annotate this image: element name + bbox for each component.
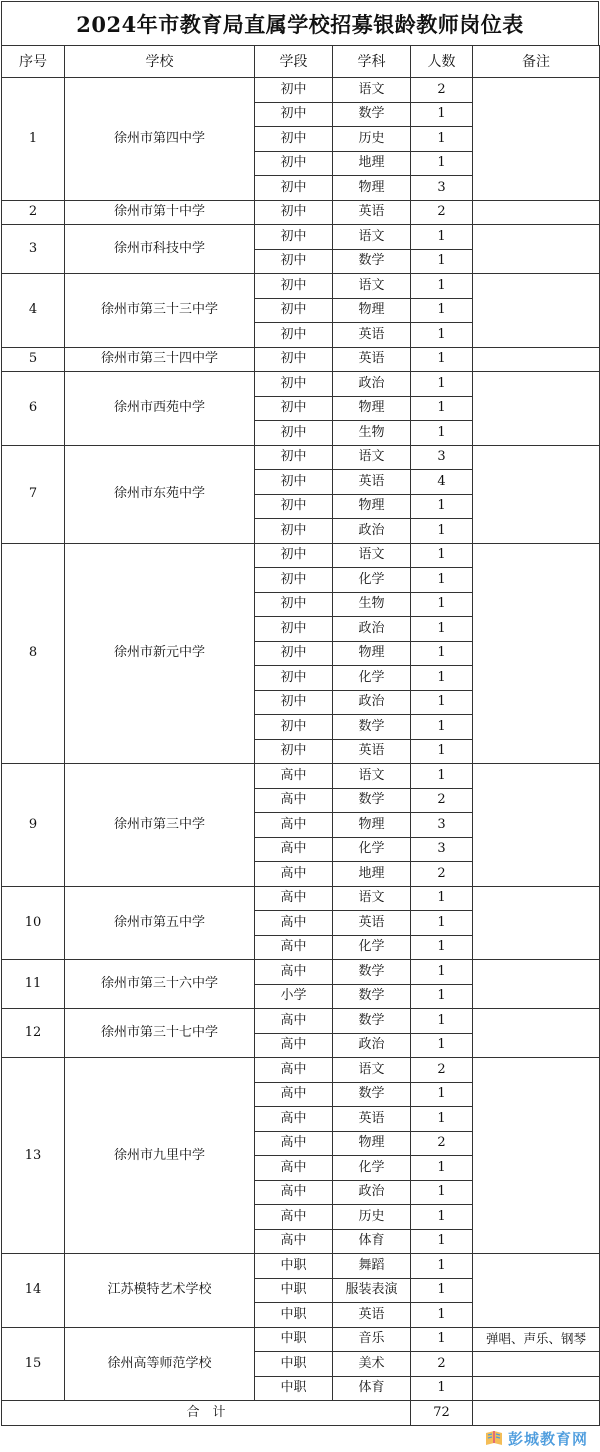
count-cell: 1 xyxy=(411,1107,473,1132)
count-cell: 1 xyxy=(411,102,473,127)
table-row xyxy=(2,960,600,985)
school-name: 徐州市东苑中学 xyxy=(65,445,255,543)
count-cell: 1 xyxy=(411,739,473,764)
count-cell: 1 xyxy=(411,225,473,250)
remark-cell xyxy=(473,347,600,372)
level-cell: 初中 xyxy=(255,470,333,495)
table-row xyxy=(2,1254,600,1279)
count-cell: 2 xyxy=(411,862,473,887)
subject-cell: 数学 xyxy=(333,715,411,740)
level-cell: 高中 xyxy=(255,1180,333,1205)
subject-cell: 语文 xyxy=(333,274,411,299)
level-cell: 高中 xyxy=(255,911,333,936)
subject-cell: 政治 xyxy=(333,372,411,397)
row-number: 1 xyxy=(2,78,65,201)
level-cell: 高中 xyxy=(255,813,333,838)
level-cell: 初中 xyxy=(255,739,333,764)
count-cell: 1 xyxy=(411,617,473,642)
table-header-row xyxy=(2,46,600,78)
remark-cell xyxy=(473,1254,600,1328)
header-count: 人数 xyxy=(411,46,473,78)
count-cell: 1 xyxy=(411,519,473,544)
level-cell: 高中 xyxy=(255,886,333,911)
count-cell: 1 xyxy=(411,1205,473,1230)
table-row xyxy=(2,1327,600,1352)
level-cell: 中职 xyxy=(255,1327,333,1352)
count-cell: 3 xyxy=(411,445,473,470)
row-number: 13 xyxy=(2,1058,65,1254)
level-cell: 高中 xyxy=(255,1229,333,1254)
remark-cell xyxy=(473,372,600,446)
level-cell: 高中 xyxy=(255,1058,333,1083)
school-name: 徐州市第十中学 xyxy=(65,200,255,225)
subject-cell: 政治 xyxy=(333,1180,411,1205)
school-name: 徐州市西苑中学 xyxy=(65,372,255,446)
level-cell: 初中 xyxy=(255,102,333,127)
total-remark xyxy=(473,1401,600,1426)
school-name: 徐州市第三十四中学 xyxy=(65,347,255,372)
count-cell: 1 xyxy=(411,1033,473,1058)
subject-cell: 化学 xyxy=(333,837,411,862)
level-cell: 中职 xyxy=(255,1352,333,1377)
subject-cell: 语文 xyxy=(333,1058,411,1083)
subject-cell: 语文 xyxy=(333,764,411,789)
total-row xyxy=(2,1401,600,1426)
count-cell: 1 xyxy=(411,298,473,323)
school-name: 徐州市新元中学 xyxy=(65,543,255,764)
subject-cell: 语文 xyxy=(333,886,411,911)
remark-cell xyxy=(473,78,600,201)
row-number: 3 xyxy=(2,225,65,274)
count-cell: 1 xyxy=(411,274,473,299)
subject-cell: 地理 xyxy=(333,151,411,176)
total-label: 合 计 xyxy=(2,1401,411,1426)
level-cell: 初中 xyxy=(255,592,333,617)
count-cell: 2 xyxy=(411,1131,473,1156)
level-cell: 小学 xyxy=(255,984,333,1009)
level-cell: 高中 xyxy=(255,1131,333,1156)
remark-cell xyxy=(473,543,600,764)
level-cell: 初中 xyxy=(255,543,333,568)
watermark xyxy=(484,1426,594,1450)
school-name: 徐州市第三中学 xyxy=(65,764,255,887)
level-cell: 高中 xyxy=(255,1033,333,1058)
level-cell: 初中 xyxy=(255,372,333,397)
subject-cell: 生物 xyxy=(333,592,411,617)
row-number: 15 xyxy=(2,1327,65,1401)
table-row xyxy=(2,372,600,397)
row-number: 14 xyxy=(2,1254,65,1328)
level-cell: 初中 xyxy=(255,641,333,666)
count-cell: 2 xyxy=(411,200,473,225)
table-row xyxy=(2,225,600,250)
level-cell: 初中 xyxy=(255,176,333,201)
subject-cell: 物理 xyxy=(333,813,411,838)
level-cell: 初中 xyxy=(255,445,333,470)
subject-cell: 英语 xyxy=(333,323,411,348)
subject-cell: 英语 xyxy=(333,1107,411,1132)
subject-cell: 政治 xyxy=(333,690,411,715)
subject-cell: 数学 xyxy=(333,1009,411,1034)
subject-cell: 美术 xyxy=(333,1352,411,1377)
school-name: 徐州市第五中学 xyxy=(65,886,255,960)
subject-cell: 英语 xyxy=(333,200,411,225)
subject-cell: 数学 xyxy=(333,1082,411,1107)
subject-cell: 语文 xyxy=(333,225,411,250)
subject-cell: 英语 xyxy=(333,347,411,372)
row-number: 4 xyxy=(2,274,65,348)
subject-cell: 历史 xyxy=(333,127,411,152)
row-number: 5 xyxy=(2,347,65,372)
level-cell: 初中 xyxy=(255,249,333,274)
subject-cell: 英语 xyxy=(333,470,411,495)
count-cell: 1 xyxy=(411,911,473,936)
subject-cell: 政治 xyxy=(333,1033,411,1058)
subject-cell: 化学 xyxy=(333,568,411,593)
subject-cell: 服装表演 xyxy=(333,1278,411,1303)
level-cell: 高中 xyxy=(255,1107,333,1132)
subject-cell: 英语 xyxy=(333,911,411,936)
level-cell: 高中 xyxy=(255,935,333,960)
table-row xyxy=(2,1009,600,1034)
subject-cell: 政治 xyxy=(333,617,411,642)
level-cell: 初中 xyxy=(255,274,333,299)
count-cell: 2 xyxy=(411,78,473,103)
count-cell: 2 xyxy=(411,1058,473,1083)
count-cell: 1 xyxy=(411,372,473,397)
remark-cell xyxy=(473,1376,600,1401)
remark-cell: 弹唱、声乐、钢琴 xyxy=(473,1327,600,1352)
level-cell: 初中 xyxy=(255,298,333,323)
count-cell: 4 xyxy=(411,470,473,495)
count-cell: 1 xyxy=(411,127,473,152)
subject-cell: 化学 xyxy=(333,935,411,960)
row-number: 11 xyxy=(2,960,65,1009)
remark-cell xyxy=(473,274,600,348)
school-name: 江苏模特艺术学校 xyxy=(65,1254,255,1328)
subject-cell: 数学 xyxy=(333,788,411,813)
level-cell: 高中 xyxy=(255,1156,333,1181)
subject-cell: 舞蹈 xyxy=(333,1254,411,1279)
count-cell: 1 xyxy=(411,1327,473,1352)
book-logo-icon xyxy=(484,1428,504,1448)
subject-cell: 物理 xyxy=(333,298,411,323)
level-cell: 高中 xyxy=(255,1082,333,1107)
subject-cell: 体育 xyxy=(333,1376,411,1401)
row-number: 2 xyxy=(2,200,65,225)
row-number: 7 xyxy=(2,445,65,543)
row-number: 6 xyxy=(2,372,65,446)
subject-cell: 数学 xyxy=(333,984,411,1009)
count-cell: 1 xyxy=(411,592,473,617)
count-cell: 1 xyxy=(411,764,473,789)
level-cell: 初中 xyxy=(255,690,333,715)
subject-cell: 历史 xyxy=(333,1205,411,1230)
subject-cell: 语文 xyxy=(333,78,411,103)
table-row xyxy=(2,886,600,911)
table-row xyxy=(2,1058,600,1083)
count-cell: 1 xyxy=(411,249,473,274)
subject-cell: 英语 xyxy=(333,1303,411,1328)
count-cell: 2 xyxy=(411,1352,473,1377)
school-name: 徐州市科技中学 xyxy=(65,225,255,274)
subject-cell: 物理 xyxy=(333,176,411,201)
school-name: 徐州高等师范学校 xyxy=(65,1327,255,1401)
header-no: 序号 xyxy=(2,46,65,78)
remark-cell xyxy=(473,200,600,225)
count-cell: 1 xyxy=(411,1254,473,1279)
level-cell: 初中 xyxy=(255,151,333,176)
table-row xyxy=(2,764,600,789)
level-cell: 中职 xyxy=(255,1376,333,1401)
count-cell: 1 xyxy=(411,1303,473,1328)
table-row xyxy=(2,200,600,225)
level-cell: 中职 xyxy=(255,1254,333,1279)
remark-cell xyxy=(473,960,600,1009)
table-row xyxy=(2,78,600,103)
remark-cell xyxy=(473,1009,600,1058)
level-cell: 初中 xyxy=(255,78,333,103)
count-cell: 1 xyxy=(411,960,473,985)
count-cell: 1 xyxy=(411,543,473,568)
count-cell: 1 xyxy=(411,568,473,593)
row-number: 10 xyxy=(2,886,65,960)
header-subject: 学科 xyxy=(333,46,411,78)
level-cell: 初中 xyxy=(255,225,333,250)
level-cell: 中职 xyxy=(255,1303,333,1328)
subject-cell: 体育 xyxy=(333,1229,411,1254)
count-cell: 1 xyxy=(411,1009,473,1034)
count-cell: 1 xyxy=(411,1376,473,1401)
table-row xyxy=(2,347,600,372)
subject-cell: 物理 xyxy=(333,641,411,666)
subject-cell: 化学 xyxy=(333,666,411,691)
count-cell: 1 xyxy=(411,323,473,348)
school-name: 徐州市第四中学 xyxy=(65,78,255,201)
remark-cell xyxy=(473,764,600,887)
recruitment-table xyxy=(1,45,600,1426)
level-cell: 高中 xyxy=(255,764,333,789)
count-cell: 1 xyxy=(411,347,473,372)
level-cell: 初中 xyxy=(255,519,333,544)
level-cell: 初中 xyxy=(255,666,333,691)
level-cell: 初中 xyxy=(255,347,333,372)
level-cell: 高中 xyxy=(255,788,333,813)
count-cell: 1 xyxy=(411,151,473,176)
row-number: 8 xyxy=(2,543,65,764)
page-title: 2024年市教育局直属学校招募银龄教师岗位表 xyxy=(1,1,599,45)
school-name: 徐州市第三十六中学 xyxy=(65,960,255,1009)
level-cell: 初中 xyxy=(255,200,333,225)
remark-cell xyxy=(473,445,600,543)
school-name: 徐州市九里中学 xyxy=(65,1058,255,1254)
subject-cell: 英语 xyxy=(333,739,411,764)
count-cell: 1 xyxy=(411,641,473,666)
count-cell: 1 xyxy=(411,1278,473,1303)
count-cell: 1 xyxy=(411,666,473,691)
remark-cell xyxy=(473,225,600,274)
level-cell: 初中 xyxy=(255,421,333,446)
table-row xyxy=(2,274,600,299)
subject-cell: 语文 xyxy=(333,445,411,470)
school-name: 徐州市第三十七中学 xyxy=(65,1009,255,1058)
count-cell: 1 xyxy=(411,1180,473,1205)
subject-cell: 数学 xyxy=(333,102,411,127)
count-cell: 1 xyxy=(411,690,473,715)
level-cell: 高中 xyxy=(255,960,333,985)
count-cell: 1 xyxy=(411,886,473,911)
subject-cell: 物理 xyxy=(333,396,411,421)
subject-cell: 地理 xyxy=(333,862,411,887)
row-number: 9 xyxy=(2,764,65,887)
count-cell: 1 xyxy=(411,421,473,446)
level-cell: 初中 xyxy=(255,715,333,740)
level-cell: 初中 xyxy=(255,617,333,642)
level-cell: 高中 xyxy=(255,1009,333,1034)
count-cell: 1 xyxy=(411,1229,473,1254)
count-cell: 2 xyxy=(411,788,473,813)
subject-cell: 物理 xyxy=(333,1131,411,1156)
remark-cell xyxy=(473,1058,600,1254)
count-cell: 3 xyxy=(411,837,473,862)
level-cell: 初中 xyxy=(255,568,333,593)
subject-cell: 物理 xyxy=(333,494,411,519)
level-cell: 初中 xyxy=(255,396,333,421)
header-school: 学校 xyxy=(65,46,255,78)
table-row xyxy=(2,543,600,568)
remark-cell xyxy=(473,886,600,960)
subject-cell: 生物 xyxy=(333,421,411,446)
level-cell: 高中 xyxy=(255,1205,333,1230)
subject-cell: 数学 xyxy=(333,249,411,274)
count-cell: 1 xyxy=(411,396,473,421)
level-cell: 初中 xyxy=(255,323,333,348)
subject-cell: 音乐 xyxy=(333,1327,411,1352)
count-cell: 1 xyxy=(411,1156,473,1181)
header-remark: 备注 xyxy=(473,46,600,78)
count-cell: 1 xyxy=(411,935,473,960)
count-cell: 1 xyxy=(411,715,473,740)
count-cell: 3 xyxy=(411,813,473,838)
subject-cell: 政治 xyxy=(333,519,411,544)
header-level: 学段 xyxy=(255,46,333,78)
subject-cell: 化学 xyxy=(333,1156,411,1181)
level-cell: 中职 xyxy=(255,1278,333,1303)
count-cell: 3 xyxy=(411,176,473,201)
row-number: 12 xyxy=(2,1009,65,1058)
watermark-text: 彭城教育网 xyxy=(508,1429,589,1448)
table-row xyxy=(2,445,600,470)
total-count: 72 xyxy=(411,1401,473,1426)
level-cell: 高中 xyxy=(255,862,333,887)
count-cell: 1 xyxy=(411,1082,473,1107)
subject-cell: 数学 xyxy=(333,960,411,985)
count-cell: 1 xyxy=(411,494,473,519)
level-cell: 初中 xyxy=(255,494,333,519)
school-name: 徐州市第三十三中学 xyxy=(65,274,255,348)
count-cell: 1 xyxy=(411,984,473,1009)
subject-cell: 语文 xyxy=(333,543,411,568)
level-cell: 高中 xyxy=(255,837,333,862)
level-cell: 初中 xyxy=(255,127,333,152)
remark-cell xyxy=(473,1352,600,1377)
